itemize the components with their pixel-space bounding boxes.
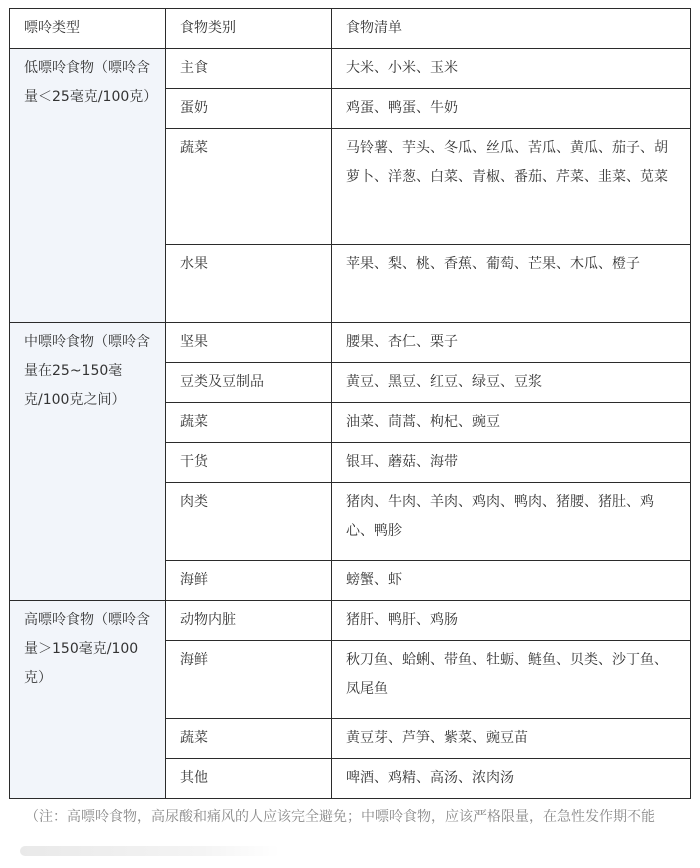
header-row: [10, 9, 691, 49]
food-list: 腰果、杏仁、栗子: [332, 323, 691, 363]
food-list: 苹果、梨、桃、香蕉、葡萄、芒果、木瓜、橙子: [332, 245, 691, 323]
food-list: 螃蟹、虾: [332, 561, 691, 601]
food-category: 水果: [166, 245, 332, 323]
faded-text-line: [20, 846, 280, 856]
food-list: 油菜、茼蒿、枸杞、豌豆: [332, 403, 691, 443]
food-category: 主食: [166, 49, 332, 89]
food-category: 坚果: [166, 323, 332, 363]
food-list: 黄豆、黑豆、红豆、绿豆、豆浆: [332, 363, 691, 403]
header-purine-type: 嘌呤类型: [10, 9, 166, 49]
purine-type-low: 低嘌呤食物（嘌呤含量＜25毫克/100克）: [10, 49, 166, 323]
food-list: 银耳、蘑菇、海带: [332, 443, 691, 483]
food-category: 蛋奶: [166, 89, 332, 129]
food-category: 海鲜: [166, 561, 332, 601]
food-list: 大米、小米、玉米: [332, 49, 691, 89]
purine-type-medium: 中嘌呤食物（嘌呤含量在25~150毫克/100克之间）: [10, 323, 166, 601]
food-category: 其他: [166, 759, 332, 799]
food-category: 蔬菜: [166, 129, 332, 245]
table-row: [10, 49, 691, 89]
header-food-category: 食物类别: [166, 9, 332, 49]
purine-food-table: [9, 8, 691, 799]
food-category: 海鲜: [166, 641, 332, 719]
food-category: 干货: [166, 443, 332, 483]
food-list: 猪肉、牛肉、羊肉、鸡肉、鸭肉、猪腰、猪肚、鸡心、鸭胗: [332, 483, 691, 561]
food-category: 动物内脏: [166, 601, 332, 641]
food-category: 肉类: [166, 483, 332, 561]
food-list: 马铃薯、芋头、冬瓜、丝瓜、苦瓜、黄瓜、茄子、胡萝卜、洋葱、白菜、青椒、番茄、芹菜、韭菜、苋菜: [332, 129, 691, 245]
food-list: 猪肝、鸭肝、鸡肠: [332, 601, 691, 641]
header-food-list: 食物清单: [332, 9, 691, 49]
food-category: 蔬菜: [166, 719, 332, 759]
footnote: （注：高嘌呤食物，高尿酸和痛风的人应该完全避免；中嘌呤食物，应该严格限量，在急性发作期不能: [25, 809, 655, 825]
food-category: 豆类及豆制品: [166, 363, 332, 403]
food-list: 秋刀鱼、蛤蜊、带鱼、牡蛎、鲢鱼、贝类、沙丁鱼、凤尾鱼: [332, 641, 691, 719]
food-list: 黄豆芽、芦笋、紫菜、豌豆苗: [332, 719, 691, 759]
food-category: 蔬菜: [166, 403, 332, 443]
table-row: [10, 323, 691, 363]
food-list: 鸡蛋、鸭蛋、牛奶: [332, 89, 691, 129]
purine-type-high: 高嘌呤食物（嘌呤含量＞150毫克/100克）: [10, 601, 166, 799]
food-list: 啤酒、鸡精、高汤、浓肉汤: [332, 759, 691, 799]
table-row: [10, 601, 691, 641]
